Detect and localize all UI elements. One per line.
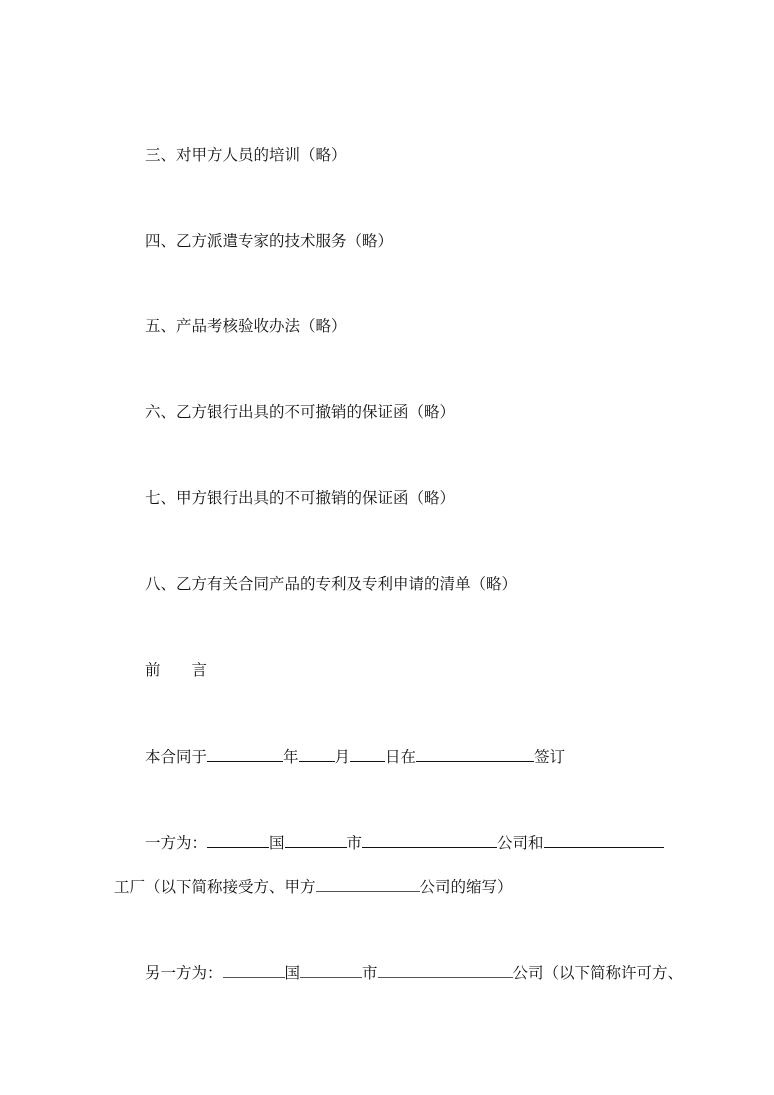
appendix-item-7: 七、甲方银行出具的不可撤销的保证函（略） [145,489,456,507]
blank-party-a-factory[interactable] [544,832,664,848]
party-a-factory-label: 工厂（以下简称接受方、甲方 [114,878,316,896]
signing-prefix: 本合同于 [145,748,208,766]
blank-signing-month[interactable] [299,746,335,762]
blank-party-a-country[interactable] [207,832,269,848]
party-a-label: 一方为： [145,834,208,852]
appendix-item-5: 五、产品考核验收办法（略） [145,317,347,335]
party-a-line-2 [114,876,513,897]
signing-signed-label: 签订 [534,748,566,766]
appendix-item-4: 四、乙方派遣专家的技术服务（略） [145,232,394,250]
blank-party-b-country[interactable] [223,962,285,978]
blank-party-b-company[interactable] [378,962,513,978]
blank-signing-year[interactable] [207,746,283,762]
blank-party-a-city[interactable] [285,832,347,848]
party-b-country-label: 国 [284,964,301,982]
appendix-item-8: 八、乙方有关合同产品的专利及专利申请的清单（略） [145,575,518,593]
preface-char-2: 言 [191,661,208,679]
party-a-abbr-label: 公司的缩写） [419,878,513,896]
preface-char-1: 前 [145,661,161,679]
blank-party-a-abbreviation[interactable] [316,876,420,892]
party-b-city-label: 市 [362,964,378,982]
party-b-line [145,962,683,983]
party-a-country-label: 国 [269,834,285,852]
party-a-city-label: 市 [346,834,363,852]
preface-heading [145,660,207,680]
signing-month-label: 月 [334,748,351,766]
blank-signing-place[interactable] [416,746,534,762]
signing-year-label: 年 [283,748,299,766]
signing-line [145,746,565,767]
appendix-item-6: 六、乙方银行出具的不可撤销的保证函（略） [145,403,456,421]
party-a-line-1 [145,832,664,853]
party-b-label: 另一方为： [145,964,223,982]
appendix-item-3: 三、对甲方人员的培训（略） [145,146,347,164]
blank-party-b-city[interactable] [300,962,362,978]
signing-day-label: 日在 [385,748,417,766]
blank-signing-day[interactable] [350,746,385,762]
party-a-company-label: 公司和 [497,834,544,852]
party-b-company-note: 公司（以下简称许可方、 [512,964,684,982]
blank-party-a-company[interactable] [362,832,497,848]
